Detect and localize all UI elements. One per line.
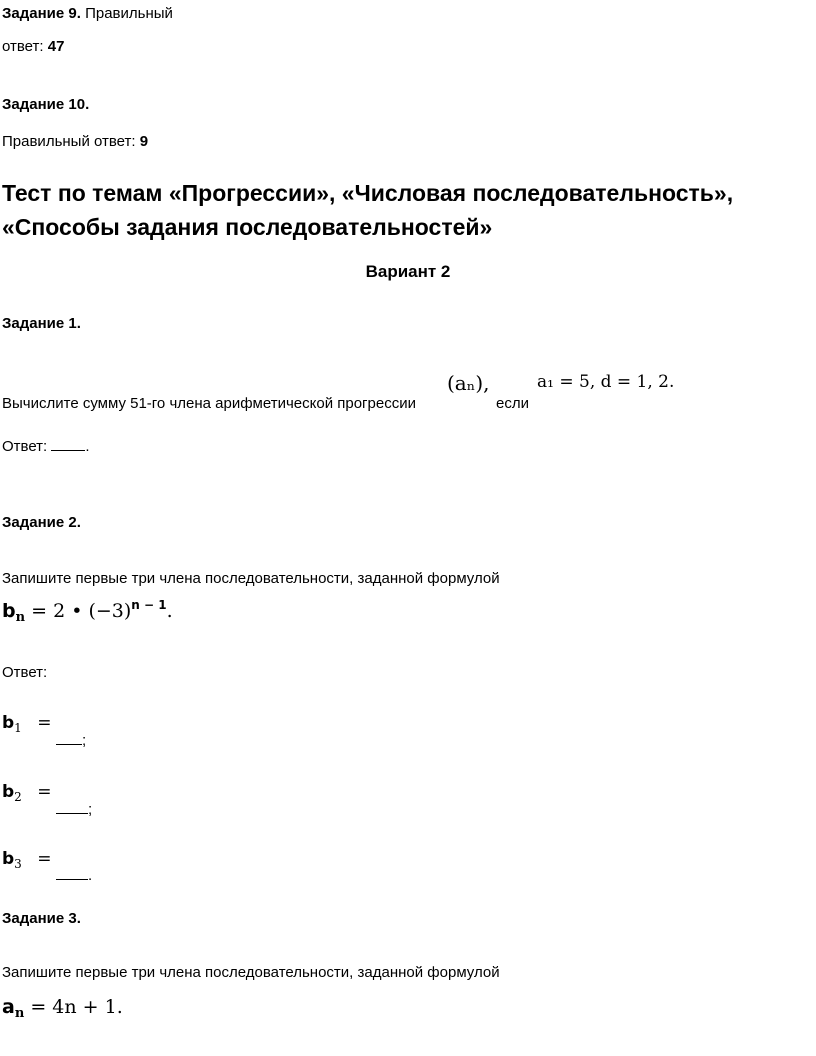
task2-answer-label: Ответ:: [2, 664, 48, 681]
item3-eq: =: [37, 849, 52, 869]
task2-formula-lhs-sub: n: [15, 610, 26, 625]
test-title-line2: «Способы задания последовательностей»: [2, 214, 493, 240]
task9-answer-label: ответ:: [2, 38, 44, 55]
task9-text: Правильный: [85, 5, 173, 22]
task1-sequence: (aₙ),: [447, 371, 490, 395]
task9-answer-line: [2, 38, 64, 55]
task2-formula-exp: n − 1: [131, 598, 167, 612]
variant-heading: Вариант 2: [365, 262, 451, 281]
task2-text: Запишите первые три члена последовательности, заданной формулой: [2, 570, 500, 587]
task2-item-3: [2, 849, 51, 871]
task1-answer-label: Ответ:: [2, 438, 48, 455]
task10-answer-line: [2, 133, 148, 150]
task9-heading: [2, 5, 173, 22]
item1-sub: 1: [14, 721, 22, 735]
task2-label: Задание 2.: [2, 514, 81, 531]
task2-item-2-answer: [56, 801, 92, 818]
task2-item-1: [2, 713, 51, 735]
task1-label: Задание 1.: [2, 315, 81, 332]
task3-label: Задание 3.: [2, 910, 81, 927]
task1-answer-line: [2, 438, 90, 455]
test-title-line1: Тест по темам «Прогрессии», «Числовая последовательность»,: [2, 180, 734, 206]
task2-item-2: [2, 782, 51, 804]
task9-answer-value: 47: [47, 38, 65, 55]
item2-tail: ;: [88, 801, 93, 818]
item2-var: b: [2, 782, 15, 802]
item2-eq: =: [37, 782, 52, 802]
item2-answer-blank[interactable]: [56, 813, 88, 814]
task2-item-1-answer: [56, 732, 86, 749]
task3-text: Запишите первые три члена последовательности, заданной формулой: [2, 964, 500, 981]
task3-formula: [2, 996, 123, 1021]
item1-tail: ;: [82, 732, 87, 749]
item2-sub: 2: [14, 790, 22, 804]
task2-formula-lhs: b: [2, 600, 16, 622]
item1-var: b: [2, 713, 15, 733]
task3-formula-lhs-sub: n: [14, 1006, 25, 1021]
task2-formula: [2, 598, 173, 625]
task3-formula-rhs: = 4n + 1.: [30, 996, 123, 1018]
item3-var: b: [2, 849, 15, 869]
item3-tail: .: [88, 867, 93, 884]
task2-item-3-answer: [56, 867, 92, 884]
task1-answer-blank[interactable]: [51, 450, 85, 451]
task2-formula-end: .: [166, 600, 173, 622]
task1-condition: a₁ = 5, d = 1, 2.: [537, 372, 675, 392]
task3-formula-lhs: a: [2, 996, 15, 1018]
task1-text: Вычислите сумму 51-го члена арифметической прогрессии: [2, 395, 416, 412]
task9-label: Задание 9.: [2, 5, 81, 22]
item1-eq: =: [37, 713, 52, 733]
item1-answer-blank[interactable]: [56, 744, 82, 745]
task10-label: Задание 10.: [2, 96, 90, 113]
task1-answer-tail: .: [85, 438, 90, 455]
item3-sub: 3: [14, 857, 22, 871]
task2-formula-mid: = 2 • (−3): [31, 600, 132, 622]
item3-answer-blank[interactable]: [56, 879, 88, 880]
task10-answer-label: Правильный ответ:: [2, 133, 136, 150]
task1-conj: если: [496, 395, 529, 412]
task10-answer-value: 9: [139, 133, 149, 150]
